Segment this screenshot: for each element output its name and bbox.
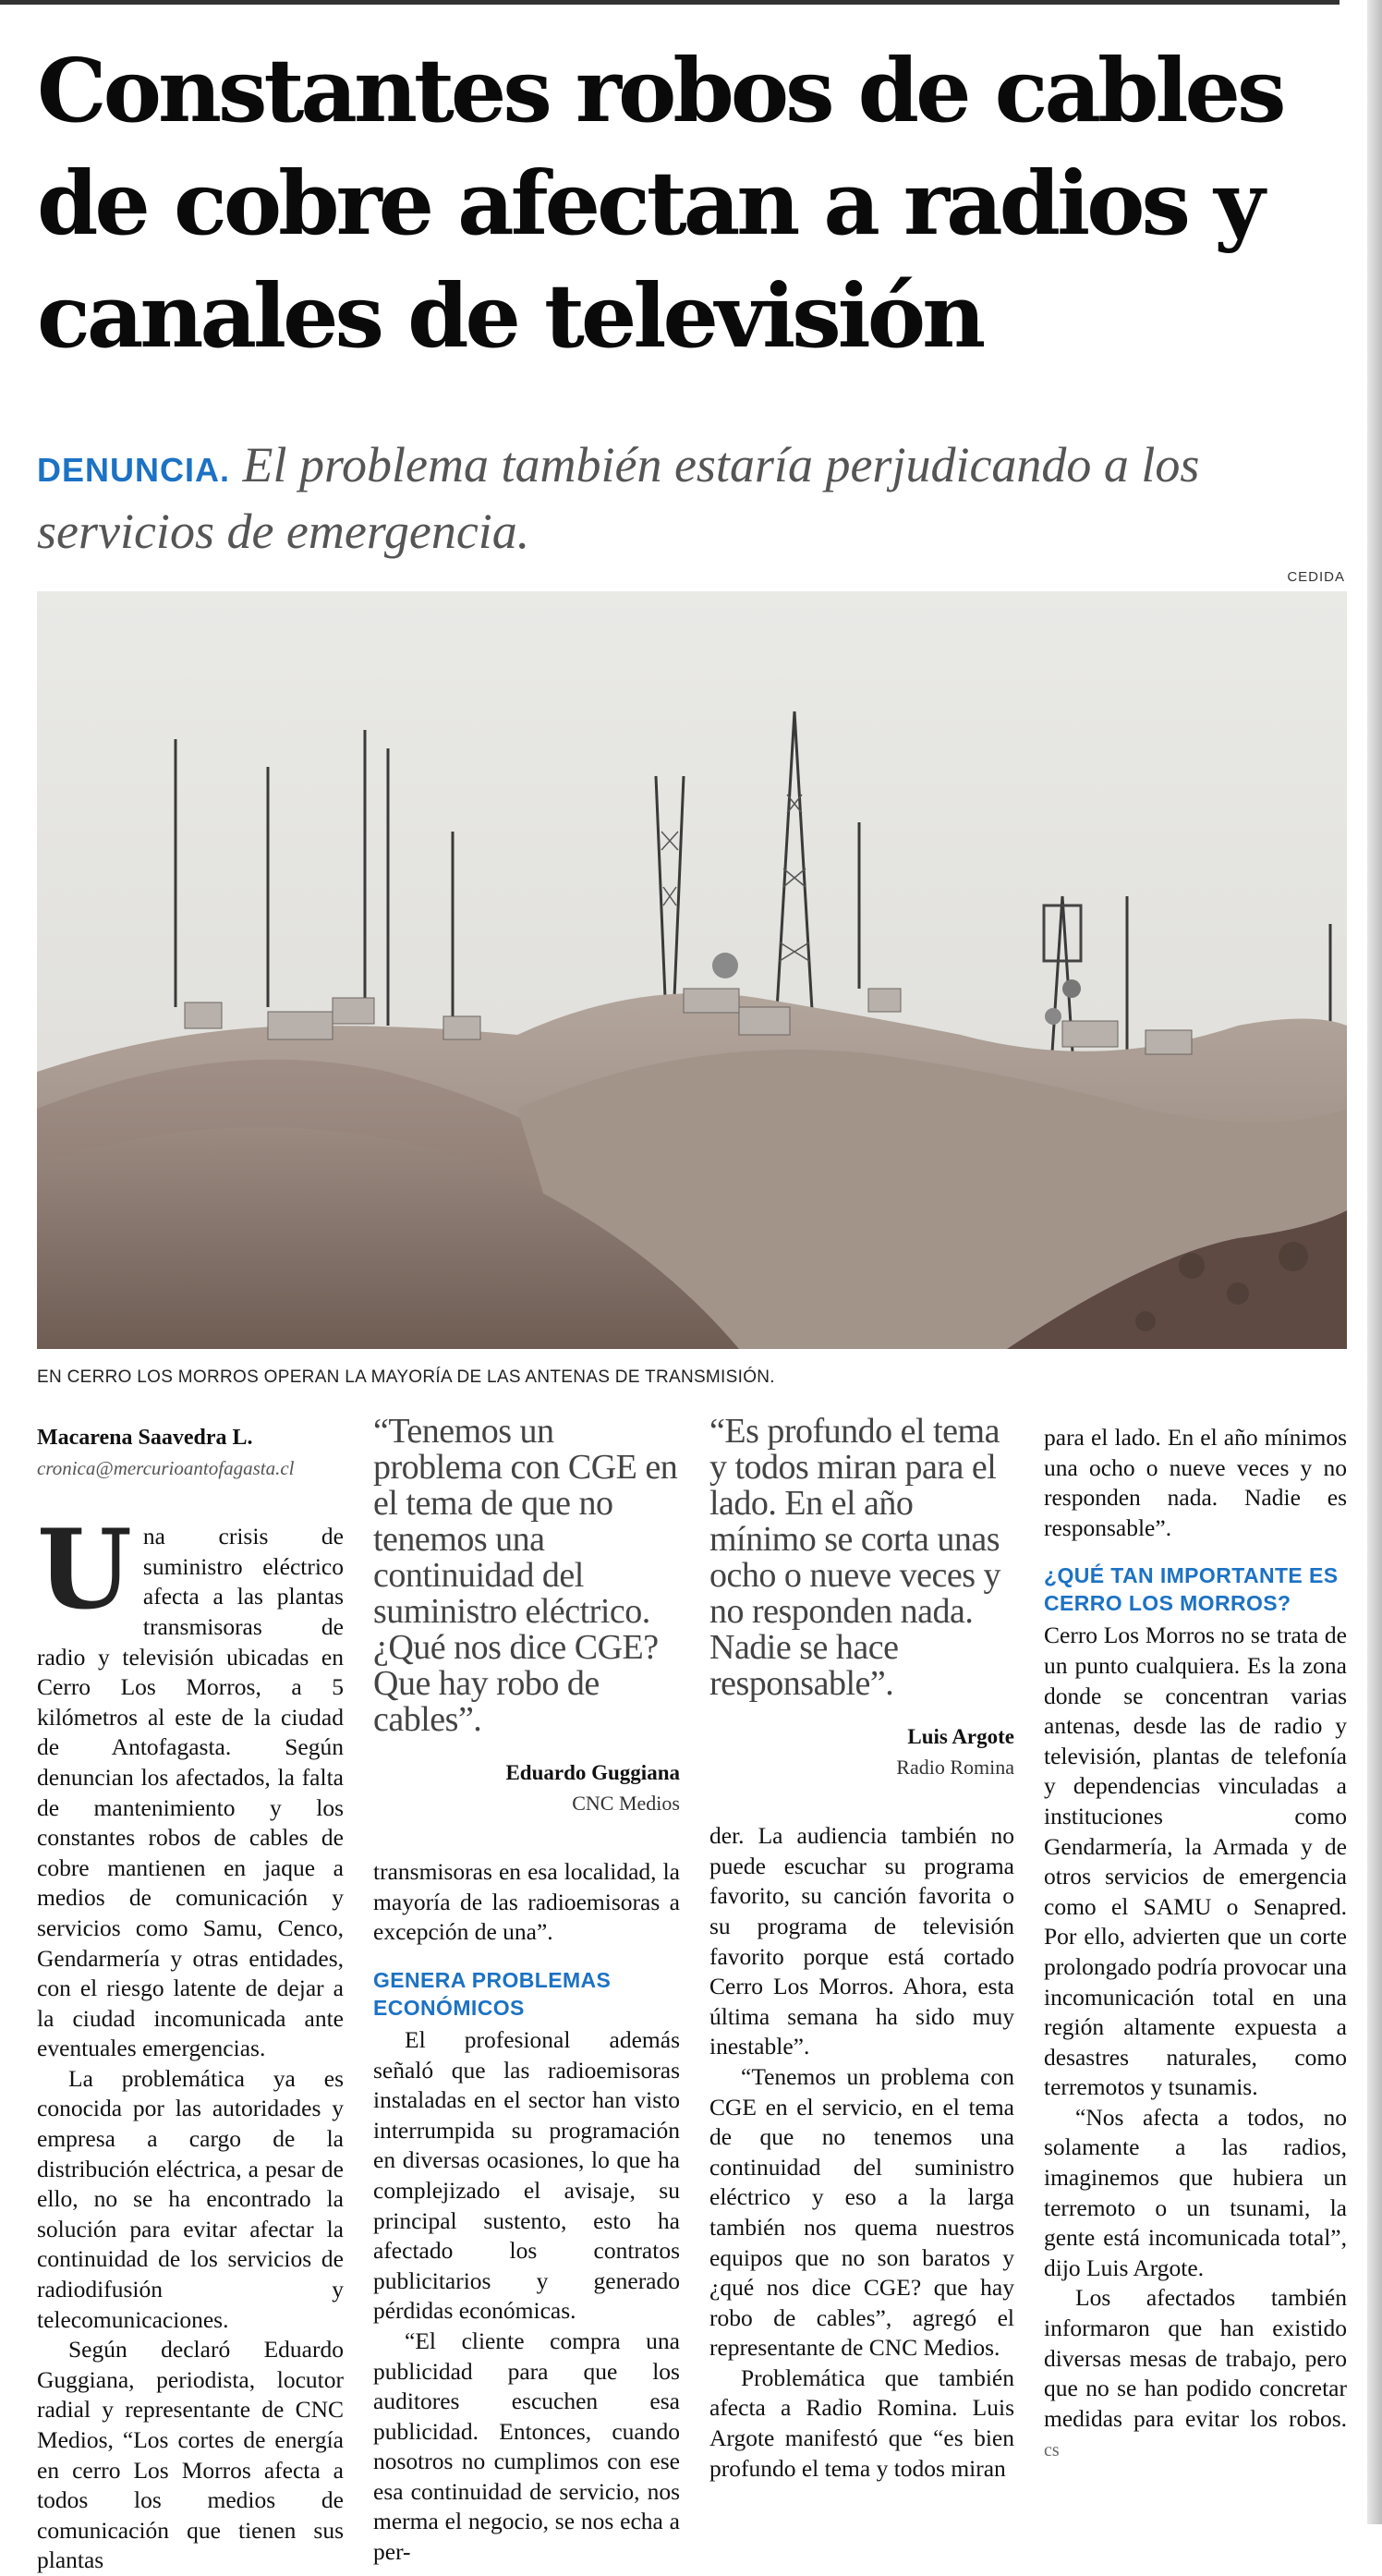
photo-credit: CEDIDA [1287,569,1345,585]
column-3 [709,1414,1014,2484]
photo-caption: EN CERRO LOS MORROS OPERAN LA MAYORÍA DE LAS ANTENAS DE TRANSMISIÓN. [37,1367,775,1387]
subheading: GENERA PROBLEMAS ECONÓMICOS [373,1967,612,2020]
pull-quote-text: “Tenemos un problema con CGE en el tema de que no tenemos una continuidad del suministro eléctrico. ¿Qué nos dice CGE? Que hay robo de cables”. [373,1412,678,1739]
body-paragraph: La problemática ya es conocida por las autoridades y empresa a cargo de la distribución eléctrica, a pesar de ello, no se ha encontrado la solución para evitar afectar la continuidad de los servicios de radiodifusión y telecomunicaciones. [37,2064,344,2333]
pull-quote-org: CNC Medios [572,1791,680,1815]
pull-quote-org: Radio Romina [896,1755,1014,1779]
body-paragraph: Problemática que también afecta a Radio Romina. Luis Argote manifestó que “es bien profundo el tema y todos miran [709,2363,1014,2482]
top-rule [0,0,1340,5]
column-1 [37,1423,344,2576]
pull-quote-text: “Es profundo el tema y todos miran para el lado. En el año mínimo se corta unas ocho o nueve veces y no responden nada. Nadie se hace responsable”. [709,1412,1000,1703]
body-paragraph: Los afectados también informaron que han existido diversas mesas de trabajo, pero que no se han podido concretar medidas para evitar los robos. cs [1044,2284,1347,2461]
column-4 [1044,1423,1347,2466]
body-paragraph: Cerro Los Morros no se trata de un punto cualquiera. Es la zona donde se concentran varias antenas, desde las de radio y televisión, plantas de telefonía y dependencias vinculadas a instituciones como Gendarmería, la Armada y de otros servicios de emergencia como el SAMU o Senapred. Por ello, advierten que un corte prolongado podría provocar una incomunicación total en una región altamente expuesta a desastres naturales, como terremotos y tsunamis. [1044,1622,1347,2101]
pull-quote-1 [373,1414,680,1818]
body-paragraph: transmisoras en esa localidad, la mayoría de las radioemisoras a excepción de una”. [373,1858,680,1946]
pull-quote-2 [709,1414,1014,1782]
deck-kicker: DENUNCIA. [37,451,231,489]
deck-text: El problema también estaría perjudicando a los servicios de emergencia. [37,437,1200,559]
column-2 [373,1414,680,2568]
body-paragraph: Según declaró Eduardo Guggiana, periodista, locutor radial y representante de CNC Medios, “Los cortes de energía en cerro Los Morros afecta a todos los medios de comunicación que tienen sus plantas [37,2336,344,2574]
deck [37,434,1312,562]
byline-email: cronica@mercurioantofagasta.cl [37,1456,295,1479]
end-mark: cs [1044,2440,1060,2461]
headline: Constantes robos de cables de cobre afectan a radios y canales de televisión [37,40,1283,368]
dropcap: U [37,1505,132,1634]
body-paragraph: “El cliente compra una publicidad para que los auditores escuchen esa publicidad. Entonces, cuando nosotros no cumplimos con ese esa continuidad de servicio, nos merma el negocio, se nos echa a per- [373,2327,680,2566]
pull-quote-name: Luis Argote [907,1725,1014,1748]
subheading: ¿QUÉ TAN IMPORTANTE ES CERRO LOS MORROS? [1044,1563,1339,1616]
pull-quote-name: Eduardo Guggiana [505,1761,680,1784]
body-paragraph: der. La audiencia también no puede escuchar su programa favorito, su canción favorita o su programa de televisión favorito porque está cortado Cerro Los Morros. Ahora, esta última semana ha sido muy inestable”. [709,1822,1014,2060]
antennas-photo [37,591,1347,1349]
body-paragraph: Una crisis de suministro eléctrico afecta a las plantas transmisoras de radio y televisión ubicadas en Cerro Los Morros, a 5 kilómetros al este de la ciudad de Antofagasta. Según denuncian los afectados, la falta de mantenimiento y los constantes robos de cables de cobre mantienen en jaque a medios de comunicación y servicios como Samu, Cenco, Gendarmería y otras entidades, con el riesgo latente de dejar a la ciudad incomunicada ante eventuales emergencias. [37,1505,344,2062]
adjacent-page-edge [1367,0,1382,2524]
byline-author: Macarena Saavedra L. [37,1426,253,1450]
body-paragraph: El profesional además señaló que las radioemisoras instaladas en el sector han visto interrumpida su programación en diversas ocasiones, lo que ha complejizado el avisaje, su principal sustento, esto ha afectado los contratos publicitarios y generado pérdidas económicas. [373,2025,680,2325]
hill-antennas-illustration [37,591,1347,1349]
body-paragraph: “Tenemos un problema con CGE en el servicio, en el tema de que no tenemos una continuidad del suministro eléctrico y eso a la larga también nos quema nuestros equipos que no son baratos y ¿qué nos dice CGE? que hay robo de cables”, agregó el representante de CNC Medios. [709,2062,1014,2362]
body-paragraph: “Nos afecta a todos, no solamente a las radios, imaginemos que hubiera un terremoto o un tsunami, la gente está incomunicada total”, dijo Luis Argote. [1044,2103,1347,2281]
body-paragraph: para el lado. En el año mínimos una ocho o nueve veces y no responden nada. Nadie es responsable”. [1044,1424,1347,1541]
